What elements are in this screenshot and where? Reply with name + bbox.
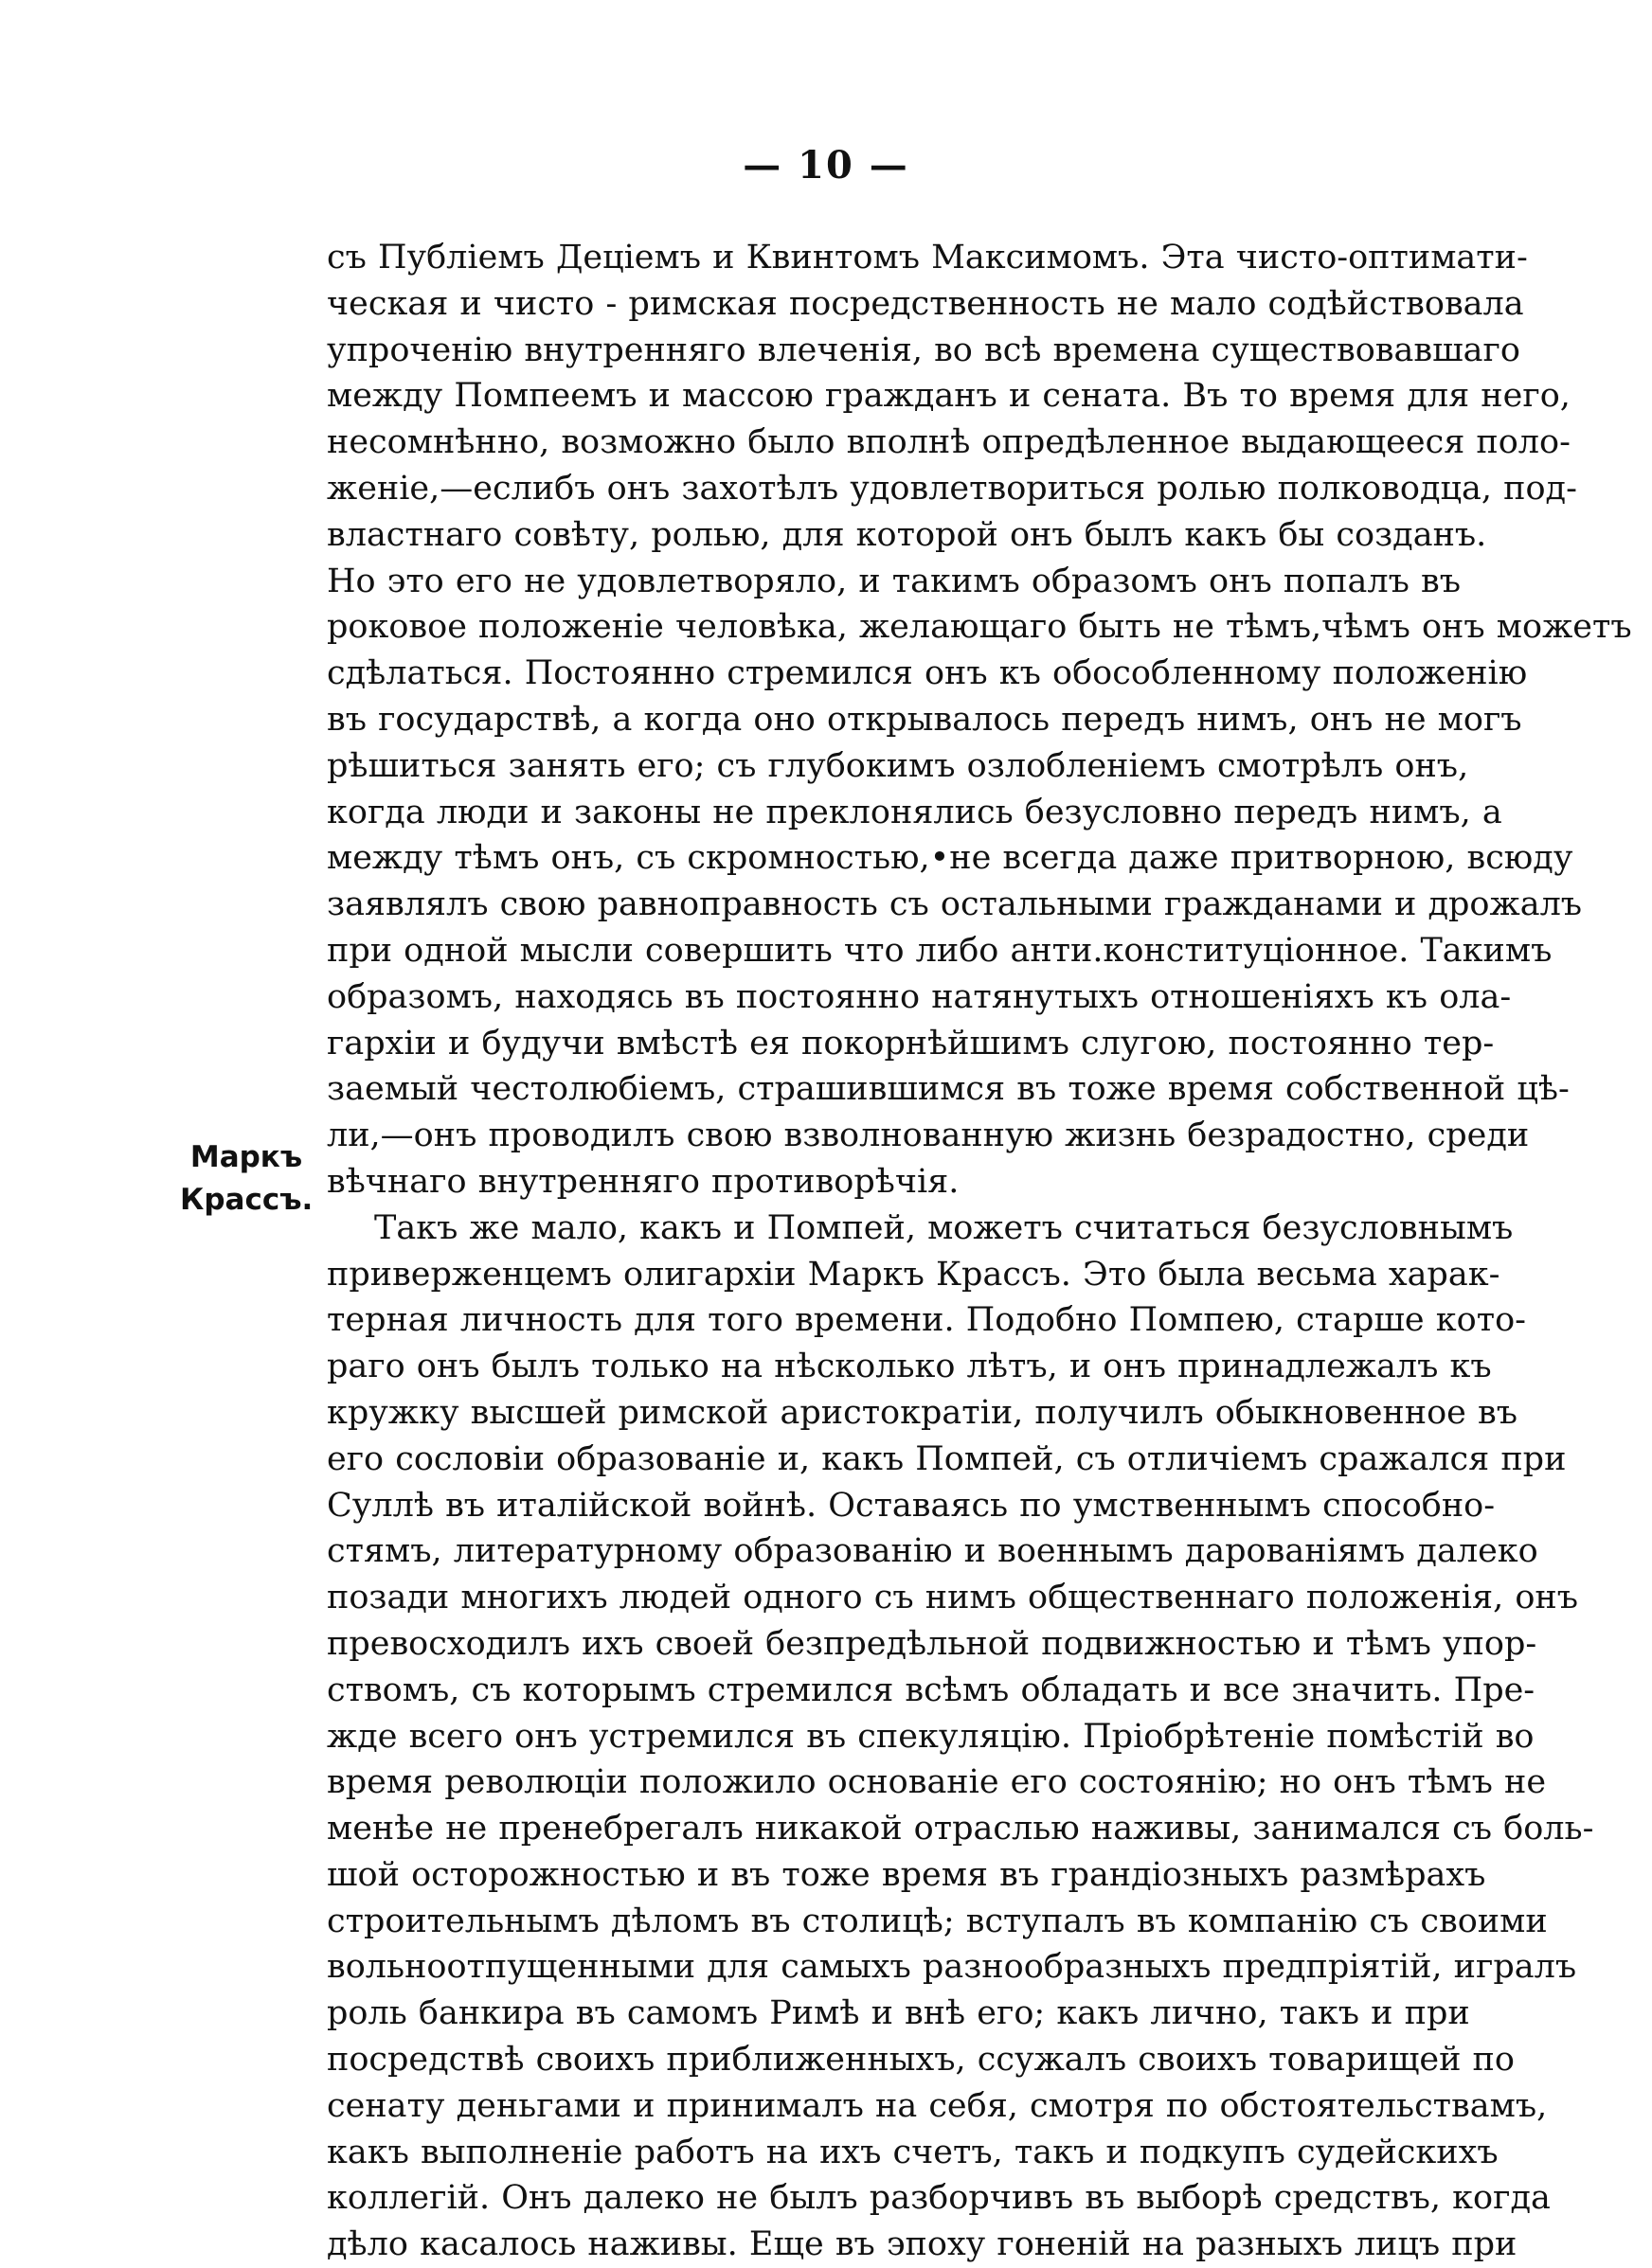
text-line: роль банкира въ самомъ Римѣ и внѣ его; какъ лично, такъ и при (327, 1994, 1470, 2033)
text-line: заявлялъ свою равноправность съ остальными гражданами и дрожалъ (327, 885, 1583, 924)
margin-note (180, 1136, 313, 1222)
text-line: образомъ, находясь въ постоянно натянутыхъ отношенiяхъ къ олa- (327, 977, 1512, 1016)
margin-note-line: Маркъ (189, 1140, 303, 1174)
text-line: ческая и чисто - римская посредственность не мало содѣйствовала (327, 284, 1524, 323)
text-line: сдѣлаться. Постоянно стремился онъ къ обособленному положенiю (327, 654, 1528, 693)
text-line: рѣшиться занять его; съ глубокимъ озлобленiемъ смотрѣлъ онъ, (327, 746, 1469, 785)
text-line: Суллѣ въ италiйской войнѣ. Оставаясь по умственнымъ способно- (327, 1486, 1496, 1525)
text-line: посредствѣ своихъ приближенныхъ, ссужалъ своихъ товарищей по (327, 2041, 1515, 2080)
text-line: приверженцемъ олигархiи Маркъ Крассъ. Это была весьма харак- (327, 1255, 1500, 1294)
text-line: вѣчнаго внутренняго противорѣчiя. (327, 1162, 960, 1201)
text-line: властнаго совѣту, ролью, для которой онъ былъ какъ бы созданъ. (327, 515, 1487, 554)
text-line: раго онъ былъ только на нѣсколько лѣтъ, и онъ принадлежалъ къ (327, 1348, 1492, 1386)
text-line: гархiи и будучи вмѣстѣ ея покорнѣйшимъ слугою, постоянно тер- (327, 1024, 1495, 1063)
body-text (327, 235, 1632, 2268)
text-line: между тѣмъ онъ, съ скромностью,•не всегда даже притворною, всюду (327, 839, 1573, 878)
text-line: строительнымъ дѣломъ въ столицѣ; вступалъ въ компанiю съ своими (327, 1902, 1548, 1940)
text-line: его сословiи образованiе и, какъ Помпей, съ отличiемъ сражался при (327, 1439, 1567, 1478)
text-line: между Помпеемъ и массою гражданъ и сената. Въ то время для него, (327, 377, 1571, 416)
text-line: роковое положенiе человѣка, желающаго быть не тѣмъ,чѣмъ онъ можетъ (327, 608, 1632, 647)
text-line: несомнѣнно, возможно было вполнѣ опредѣленное выдающееся поло- (327, 423, 1571, 462)
text-line: Но это его не удовлетворяло, и такимъ образомъ онъ попалъ въ (327, 562, 1462, 600)
margin-note-line: Крассъ. (180, 1183, 314, 1217)
text-line: менѣе не пренебрегалъ никакой отраслью наживы, занимался съ боль- (327, 1810, 1594, 1848)
text-line: дѣло касалось наживы. Еще въ эпоху гоненiй на разныхъ лицъ при (327, 2225, 1517, 2264)
text-line: позади многихъ людей одного съ нимъ общественнаго положенiя, онъ (327, 1579, 1578, 1617)
text-line: какъ выполненiе работъ на ихъ счетъ, такъ и подкупъ судейскихъ (327, 2133, 1499, 2171)
text-line: въ государствѣ, а когда оно открывалось передъ нимъ, онъ не могъ (327, 700, 1522, 739)
text-line: превосходилъ ихъ своей безпредѣльной подвижностью и тѣмъ упор- (327, 1624, 1537, 1663)
text-line: терная личность для того времени. Подобно Помпею, старше кото- (327, 1301, 1526, 1340)
text-line: Такъ же мало, какъ и Помпей, можетъ считаться безусловнымъ (374, 1208, 1514, 1247)
text-line: жде всего онъ устремился въ спекуляцiю. Прiобрѣтенiе помѣстiй во (327, 1717, 1535, 1756)
text-line: женiе,—еслибъ онъ захотѣлъ удовлетвориться ролью полководца, под- (327, 469, 1577, 508)
text-line: кружку высшей римской аристократiи, получилъ обыкновенное въ (327, 1393, 1517, 1432)
text-line: заемый честолюбiемъ, страшившимся въ тоже время собственной цѣ- (327, 1070, 1570, 1109)
text-line: стямъ, литературному образованiю и военнымъ дарованiямъ далеко (327, 1532, 1538, 1571)
text-line: когда люди и законы не преклонялись безусловно передъ нимъ, а (327, 793, 1502, 831)
page-number: — 10 — (743, 143, 909, 188)
text-line: шой осторожностью и въ тоже время въ грандiозныхъ размѣрахъ (327, 1855, 1486, 1894)
text-line: съ Публiемъ Децiемъ и Квинтомъ Максимомъ. Эта чисто-оптимати- (327, 239, 1528, 277)
text-line: ствомъ, съ которымъ стремился всѣмъ обладать и все значить. Пре- (327, 1670, 1535, 1709)
text-line: при одной мысли совершить что либо анти.конституцiонное. Такимъ (327, 931, 1553, 970)
text-line: время революцiи положило основанiе его состоянiю; но онъ тѣмъ не (327, 1763, 1547, 1802)
text-line: сенату деньгами и принималъ на себя, смотря по обстоятельствамъ, (327, 2086, 1548, 2125)
text-line: упроченiю внутренняго влеченiя, во всѣ времена существовавшаго (327, 330, 1520, 369)
text-line: ли,—онъ проводилъ свою взволнованную жизнь безрадостно, среди (327, 1116, 1530, 1155)
text-line: коллегiй. Онъ далеко не былъ разборчивъ въ выборѣ средствъ, когда (327, 2179, 1551, 2218)
text-line: вольноотпущенными для самыхъ разнообразныхъ предпрiятiй, игралъ (327, 1948, 1577, 1987)
